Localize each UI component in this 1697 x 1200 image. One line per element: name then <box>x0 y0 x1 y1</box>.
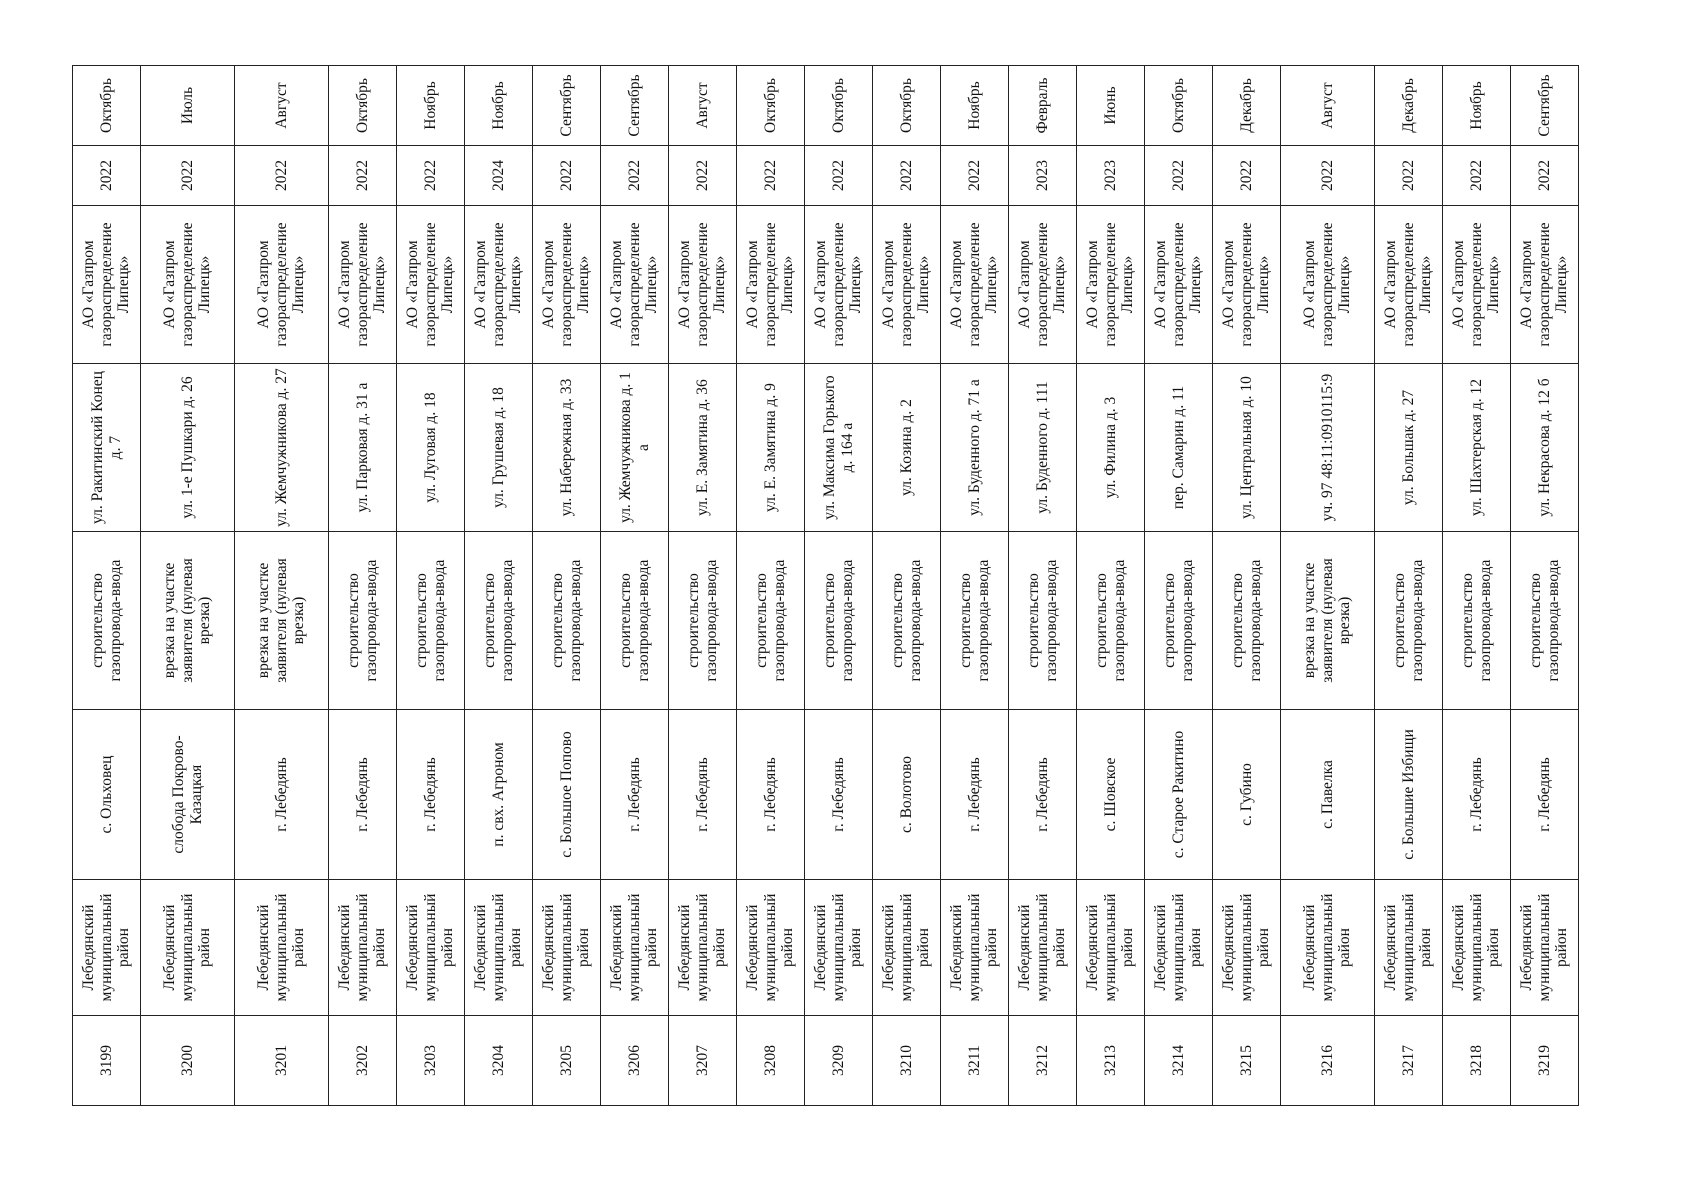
address-cell: ул. Филина д. 3 <box>1077 364 1145 532</box>
year-cell: 2022 <box>805 146 873 206</box>
organization-cell: АО «Газпром газораспределение Липецк» <box>1145 206 1213 364</box>
table-row <box>1375 66 1443 1106</box>
organization-cell: АО «Газпром газораспределение Липецк» <box>329 206 397 364</box>
locality-cell: г. Лебедянь <box>329 710 397 880</box>
address-cell: ул. Ракитинский Конец д. 7 <box>73 364 141 532</box>
table-row <box>141 66 235 1106</box>
table-row <box>329 66 397 1106</box>
table-row <box>669 66 737 1106</box>
month-cell: Ноябрь <box>465 66 533 146</box>
year-cell: 2022 <box>1281 146 1375 206</box>
organization-cell: АО «Газпром газораспределение Липецк» <box>1077 206 1145 364</box>
table-row <box>73 66 141 1106</box>
month-cell: Август <box>669 66 737 146</box>
district-cell: Лебедянский муниципальный район <box>235 880 329 1016</box>
organization-cell: АО «Газпром газораспределение Липецк» <box>669 206 737 364</box>
address-cell: ул. Буденного д. 71 а <box>941 364 1009 532</box>
month-cell: Февраль <box>1009 66 1077 146</box>
locality-cell: с. Губино <box>1213 710 1281 880</box>
locality-cell: с. Шовское <box>1077 710 1145 880</box>
address-cell: ул. Жемчужникова д. 1 а <box>601 364 669 532</box>
district-cell: Лебедянский муниципальный район <box>1077 880 1145 1016</box>
address-cell: ул. 1-е Пушкари д. 26 <box>141 364 235 532</box>
locality-cell: с. Большое Попово <box>533 710 601 880</box>
organization-cell: АО «Газпром газораспределение Липецк» <box>737 206 805 364</box>
district-cell: Лебедянский муниципальный район <box>1281 880 1375 1016</box>
district-cell: Лебедянский муниципальный район <box>1145 880 1213 1016</box>
organization-cell: АО «Газпром газораспределение Липецк» <box>533 206 601 364</box>
row-number-cell: 3204 <box>465 1016 533 1106</box>
row-number-cell: 3199 <box>73 1016 141 1106</box>
month-cell: Сентябрь <box>601 66 669 146</box>
district-cell: Лебедянский муниципальный район <box>669 880 737 1016</box>
year-cell: 2022 <box>737 146 805 206</box>
district-cell: Лебедянский муниципальный район <box>601 880 669 1016</box>
district-cell: Лебедянский муниципальный район <box>1511 880 1579 1016</box>
row-number-cell: 3209 <box>805 1016 873 1106</box>
address-cell: ул. Грушевая д. 18 <box>465 364 533 532</box>
locality-cell: п. свх. Агроном <box>465 710 533 880</box>
row-number-cell: 3200 <box>141 1016 235 1106</box>
address-cell: ул. Центральная д. 10 <box>1213 364 1281 532</box>
work-type-cell: строительство газопровода-ввода <box>73 532 141 710</box>
address-cell: ул. Максима Горького д. 164 а <box>805 364 873 532</box>
year-cell: 2023 <box>1009 146 1077 206</box>
month-cell: Октябрь <box>805 66 873 146</box>
row-number-cell: 3202 <box>329 1016 397 1106</box>
year-cell: 2022 <box>141 146 235 206</box>
district-cell: Лебедянский муниципальный район <box>805 880 873 1016</box>
table-row <box>1281 66 1375 1106</box>
district-cell: Лебедянский муниципальный район <box>533 880 601 1016</box>
row-number-cell: 3219 <box>1511 1016 1579 1106</box>
organization-cell: АО «Газпром газораспределение Липецк» <box>941 206 1009 364</box>
locality-cell: г. Лебедянь <box>235 710 329 880</box>
locality-cell: г. Лебедянь <box>397 710 465 880</box>
row-number-cell: 3218 <box>1443 1016 1511 1106</box>
row-number-cell: 3207 <box>669 1016 737 1106</box>
month-cell: Октябрь <box>329 66 397 146</box>
organization-cell: АО «Газпром газораспределение Липецк» <box>73 206 141 364</box>
work-type-cell: строительство газопровода-ввода <box>329 532 397 710</box>
district-cell: Лебедянский муниципальный район <box>1213 880 1281 1016</box>
year-cell: 2022 <box>873 146 941 206</box>
organization-cell: АО «Газпром газораспределение Липецк» <box>805 206 873 364</box>
locality-cell: с. Большие Избищи <box>1375 710 1443 880</box>
table-row <box>941 66 1009 1106</box>
organization-cell: АО «Газпром газораспределение Липецк» <box>1511 206 1579 364</box>
month-cell: Октябрь <box>73 66 141 146</box>
row-number-cell: 3212 <box>1009 1016 1077 1106</box>
table-row <box>1077 66 1145 1106</box>
month-cell: Июль <box>141 66 235 146</box>
address-cell: ул. Некрасова д. 12 б <box>1511 364 1579 532</box>
month-cell: Декабрь <box>1375 66 1443 146</box>
work-type-cell: врезка на участке заявителя (нулевая врезка) <box>235 532 329 710</box>
address-cell: ул. Набережная д. 33 <box>533 364 601 532</box>
address-cell: ул. Е. Замятина д. 36 <box>669 364 737 532</box>
work-type-cell: строительство газопровода-ввода <box>737 532 805 710</box>
table-row <box>1145 66 1213 1106</box>
district-cell: Лебедянский муниципальный район <box>1375 880 1443 1016</box>
work-type-cell: строительство газопровода-ввода <box>465 532 533 710</box>
district-cell: Лебедянский муниципальный район <box>329 880 397 1016</box>
gas-connection-table <box>72 65 1579 1106</box>
year-cell: 2024 <box>465 146 533 206</box>
address-cell: уч. 97 48:11:0910115:9 <box>1281 364 1375 532</box>
month-cell: Ноябрь <box>1443 66 1511 146</box>
year-cell: 2023 <box>1077 146 1145 206</box>
organization-cell: АО «Газпром газораспределение Липецк» <box>141 206 235 364</box>
month-cell: Ноябрь <box>941 66 1009 146</box>
work-type-cell: врезка на участке заявителя (нулевая врезка) <box>1281 532 1375 710</box>
work-type-cell: строительство газопровода-ввода <box>669 532 737 710</box>
year-cell: 2022 <box>235 146 329 206</box>
table-row <box>1443 66 1511 1106</box>
locality-cell: г. Лебедянь <box>601 710 669 880</box>
table-row <box>1009 66 1077 1106</box>
row-number-cell: 3203 <box>397 1016 465 1106</box>
row-number-cell: 3214 <box>1145 1016 1213 1106</box>
row-number-cell: 3215 <box>1213 1016 1281 1106</box>
locality-cell: г. Лебедянь <box>737 710 805 880</box>
year-cell: 2022 <box>533 146 601 206</box>
table-row <box>533 66 601 1106</box>
address-cell: ул. Шахтерская д. 12 <box>1443 364 1511 532</box>
month-cell: Октябрь <box>1145 66 1213 146</box>
month-cell: Декабрь <box>1213 66 1281 146</box>
district-cell: Лебедянский муниципальный район <box>737 880 805 1016</box>
year-cell: 2022 <box>1213 146 1281 206</box>
locality-cell: с. Ольховец <box>73 710 141 880</box>
year-cell: 2022 <box>1375 146 1443 206</box>
work-type-cell: строительство газопровода-ввода <box>873 532 941 710</box>
address-cell: ул. Жемчужникова д. 27 <box>235 364 329 532</box>
row-number-cell: 3201 <box>235 1016 329 1106</box>
table-row <box>397 66 465 1106</box>
work-type-cell: строительство газопровода-ввода <box>1213 532 1281 710</box>
table-row <box>465 66 533 1106</box>
organization-cell: АО «Газпром газораспределение Липецк» <box>1375 206 1443 364</box>
year-cell: 2022 <box>1511 146 1579 206</box>
organization-cell: АО «Газпром газораспределение Липецк» <box>1213 206 1281 364</box>
year-cell: 2022 <box>601 146 669 206</box>
locality-cell: с. Старое Ракитино <box>1145 710 1213 880</box>
address-cell: ул. Козина д. 2 <box>873 364 941 532</box>
district-cell: Лебедянский муниципальный район <box>73 880 141 1016</box>
table-body <box>73 66 1579 1106</box>
year-cell: 2022 <box>669 146 737 206</box>
year-cell: 2022 <box>1145 146 1213 206</box>
work-type-cell: строительство газопровода-ввода <box>1511 532 1579 710</box>
year-cell: 2022 <box>73 146 141 206</box>
work-type-cell: строительство газопровода-ввода <box>805 532 873 710</box>
month-cell: Август <box>1281 66 1375 146</box>
organization-cell: АО «Газпром газораспределение Липецк» <box>601 206 669 364</box>
table-row <box>1213 66 1281 1106</box>
month-cell: Сентябрь <box>533 66 601 146</box>
row-number-cell: 3216 <box>1281 1016 1375 1106</box>
month-cell: Август <box>235 66 329 146</box>
organization-cell: АО «Газпром газораспределение Липецк» <box>1281 206 1375 364</box>
work-type-cell: строительство газопровода-ввода <box>1145 532 1213 710</box>
table-row <box>737 66 805 1106</box>
table-row <box>805 66 873 1106</box>
month-cell: Ноябрь <box>397 66 465 146</box>
row-number-cell: 3206 <box>601 1016 669 1106</box>
organization-cell: АО «Газпром газораспределение Липецк» <box>1009 206 1077 364</box>
locality-cell: с. Волотово <box>873 710 941 880</box>
row-number-cell: 3208 <box>737 1016 805 1106</box>
year-cell: 2022 <box>329 146 397 206</box>
locality-cell: г. Лебедянь <box>1009 710 1077 880</box>
row-number-cell: 3211 <box>941 1016 1009 1106</box>
work-type-cell: строительство газопровода-ввода <box>397 532 465 710</box>
table-row <box>1511 66 1579 1106</box>
year-cell: 2022 <box>941 146 1009 206</box>
row-number-cell: 3210 <box>873 1016 941 1106</box>
district-cell: Лебедянский муниципальный район <box>1443 880 1511 1016</box>
row-number-cell: 3213 <box>1077 1016 1145 1106</box>
month-cell: Сентябрь <box>1511 66 1579 146</box>
month-cell: Октябрь <box>873 66 941 146</box>
organization-cell: АО «Газпром газораспределение Липецк» <box>465 206 533 364</box>
locality-cell: с. Павелка <box>1281 710 1375 880</box>
work-type-cell: строительство газопровода-ввода <box>601 532 669 710</box>
locality-cell: г. Лебедянь <box>941 710 1009 880</box>
district-cell: Лебедянский муниципальный район <box>873 880 941 1016</box>
district-cell: Лебедянский муниципальный район <box>141 880 235 1016</box>
organization-cell: АО «Газпром газораспределение Липецк» <box>873 206 941 364</box>
district-cell: Лебедянский муниципальный район <box>397 880 465 1016</box>
month-cell: Октябрь <box>737 66 805 146</box>
work-type-cell: строительство газопровода-ввода <box>941 532 1009 710</box>
district-cell: Лебедянский муниципальный район <box>1009 880 1077 1016</box>
address-cell: ул. Е. Замятина д. 9 <box>737 364 805 532</box>
year-cell: 2022 <box>1443 146 1511 206</box>
locality-cell: слобода Покрово-Казацкая <box>141 710 235 880</box>
row-number-cell: 3205 <box>533 1016 601 1106</box>
organization-cell: АО «Газпром газораспределение Липецк» <box>235 206 329 364</box>
month-cell: Июнь <box>1077 66 1145 146</box>
work-type-cell: врезка на участке заявителя (нулевая врезка) <box>141 532 235 710</box>
address-cell: ул. Луговая д. 18 <box>397 364 465 532</box>
work-type-cell: строительство газопровода-ввода <box>1077 532 1145 710</box>
address-cell: ул. Парковая д. 31 а <box>329 364 397 532</box>
district-cell: Лебедянский муниципальный район <box>465 880 533 1016</box>
row-number-cell: 3217 <box>1375 1016 1443 1106</box>
locality-cell: г. Лебедянь <box>1443 710 1511 880</box>
table-row <box>601 66 669 1106</box>
table-row <box>873 66 941 1106</box>
district-cell: Лебедянский муниципальный район <box>941 880 1009 1016</box>
address-cell: ул. Буденного д. 111 <box>1009 364 1077 532</box>
work-type-cell: строительство газопровода-ввода <box>1375 532 1443 710</box>
address-cell: пер. Самарин д. 11 <box>1145 364 1213 532</box>
work-type-cell: строительство газопровода-ввода <box>533 532 601 710</box>
year-cell: 2022 <box>397 146 465 206</box>
address-cell: ул. Большак д. 27 <box>1375 364 1443 532</box>
work-type-cell: строительство газопровода-ввода <box>1009 532 1077 710</box>
work-type-cell: строительство газопровода-ввода <box>1443 532 1511 710</box>
locality-cell: г. Лебедянь <box>1511 710 1579 880</box>
locality-cell: г. Лебедянь <box>805 710 873 880</box>
locality-cell: г. Лебедянь <box>669 710 737 880</box>
table-row <box>235 66 329 1106</box>
organization-cell: АО «Газпром газораспределение Липецк» <box>1443 206 1511 364</box>
organization-cell: АО «Газпром газораспределение Липецк» <box>397 206 465 364</box>
